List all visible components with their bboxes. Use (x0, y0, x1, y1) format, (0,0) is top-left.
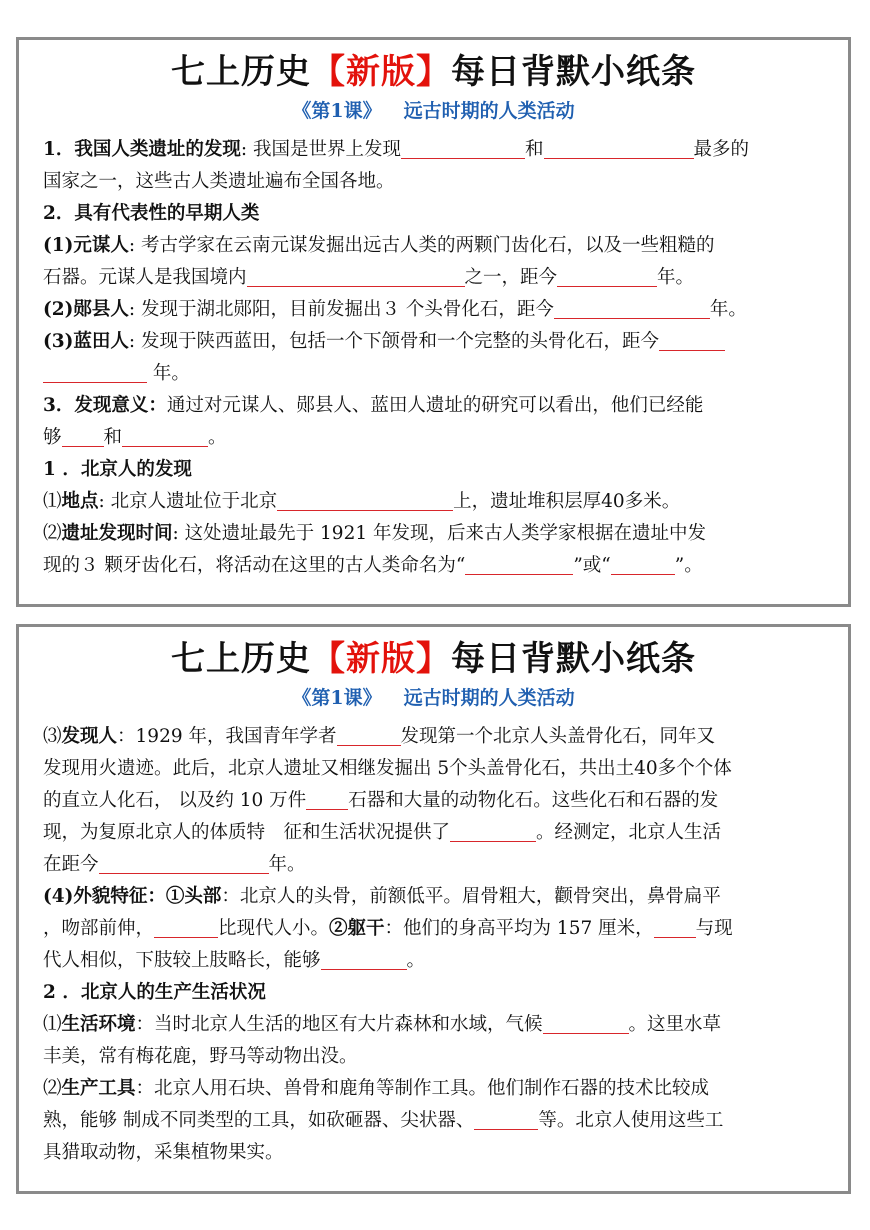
fill-blank[interactable] (277, 488, 453, 511)
text-line: (2)郧县人: 发现于湖北郧阳，目前发掘出３ 个头骨化石，距今 年。 (43, 294, 836, 326)
lesson-subtitle: 《第1课》 远古时期的人类活动 (292, 100, 575, 122)
text-line: 具猎取动物，采集植物果实。 (43, 1142, 284, 1163)
text-line: ⑵遗址发现时间: 这处遗址最先于 1921 年发现，后来古人类学家根据在遗址中发 (43, 523, 706, 544)
text-line: 熟，能够 制成不同类型的工具，如砍砸器、尖状器、 等。北京人使用这些工 (43, 1105, 836, 1137)
worksheet-card-2 (16, 624, 851, 1194)
fill-blank[interactable] (450, 819, 536, 842)
text-line: 够 和 。 (43, 422, 836, 454)
text-line: 3．发现意义：通过对元谋人、郧县人、蓝田人遗址的研究可以看出，他们已经能 (43, 395, 704, 416)
fill-blank[interactable] (321, 947, 407, 970)
fill-blank[interactable] (474, 1107, 538, 1130)
card-title: 七上历史【新版】每日背默小纸条 (171, 639, 696, 679)
card-body (43, 721, 836, 1169)
fill-blank[interactable] (62, 424, 104, 447)
text-line: 石器。元谋人是我国境内 之一，距今 年。 (43, 262, 836, 294)
fill-blank[interactable] (337, 723, 401, 746)
text-line: ⑴地点: 北京人遗址位于北京 上，遗址堆积层厚40多米。 (43, 486, 836, 518)
text-line: (1)元谋人: 考古学家在云南元谋发掘出远古人类的两颗门齿化石，以及一些粗糙的 (43, 235, 715, 256)
section-heading: 2．具有代表性的早期人类 (43, 203, 260, 224)
fill-blank[interactable] (154, 915, 218, 938)
fill-blank[interactable] (43, 360, 147, 383)
fill-blank[interactable] (247, 264, 465, 287)
fill-blank[interactable] (401, 136, 525, 159)
fill-blank[interactable] (122, 424, 208, 447)
section-heading: 2 ．北京人的生产生活状况 (43, 982, 266, 1003)
text-line: ⑴生活环境：当时北京人生活的地区有大片森林和水域，气候 。这里水草 (43, 1009, 836, 1041)
text-line: (3)蓝田人: 发现于陕西蓝田，包括一个下颌骨和一个完整的头骨化石，距今 (43, 326, 836, 358)
card-title: 七上历史【新版】每日背默小纸条 (171, 52, 696, 92)
text-line: 在距今 年。 (43, 849, 836, 881)
fill-blank[interactable] (611, 552, 675, 575)
fill-blank[interactable] (306, 787, 348, 810)
text-line: 的直立人化石， 以及约 10 万件 石器和大量的动物化石。这些化石和石器的发 (43, 785, 836, 817)
text-line: 国家之一，这些古人类遗址遍布全国各地。 (43, 171, 395, 192)
text-line: 1．我国人类遗址的发现: 我国是世界上发现 和 最多的 (43, 134, 836, 166)
new-edition-tag: 【新版】 (311, 52, 451, 92)
fill-blank[interactable] (543, 1011, 629, 1034)
fill-blank[interactable] (465, 552, 573, 575)
text-line: ，吻部前伸， 比现代人小。②躯干：他们的身高平均为 157 厘米， 与现 (43, 913, 836, 945)
section-heading: 1 ．北京人的发现 (43, 459, 192, 480)
fill-blank[interactable] (557, 264, 657, 287)
text-line: 发现用火遗迹。此后，北京人遗址又相继发掘出 5个头盖骨化石，共出土40多个个体 (43, 758, 732, 779)
fill-blank[interactable] (554, 296, 710, 319)
fill-blank[interactable] (654, 915, 696, 938)
text-line: ⑶发现人：1929 年，我国青年学者 发现第一个北京人头盖骨化石，同年又 (43, 721, 836, 753)
text-line: 年。 (43, 358, 836, 390)
fill-blank[interactable] (659, 328, 725, 351)
lesson-subtitle: 《第1课》 远古时期的人类活动 (292, 687, 575, 709)
text-line: 丰美，常有梅花鹿，野马等动物出没。 (43, 1046, 358, 1067)
text-line: 代人相似，下肢较上肢略长，能够 。 (43, 945, 836, 977)
text-line: ⑵生产工具：北京人用石块、兽骨和鹿角等制作工具。他们制作石器的技术比较成 (43, 1078, 710, 1099)
text-line: (4)外貌特征：①头部：北京人的头骨，前额低平。眉骨粗大，颧骨突出，鼻骨扁平 (43, 886, 721, 907)
card-body (43, 134, 836, 582)
text-line: 现的３ 颗牙齿化石，将活动在这里的古人类命名为“ ”或“ ”。 (43, 550, 836, 582)
worksheet-card-1 (16, 37, 851, 607)
fill-blank[interactable] (99, 851, 269, 874)
fill-blank[interactable] (544, 136, 694, 159)
text-line: 现，为复原北京人的体质特 征和生活状况提供了 。经测定，北京人生活 (43, 817, 836, 849)
new-edition-tag: 【新版】 (311, 639, 451, 679)
